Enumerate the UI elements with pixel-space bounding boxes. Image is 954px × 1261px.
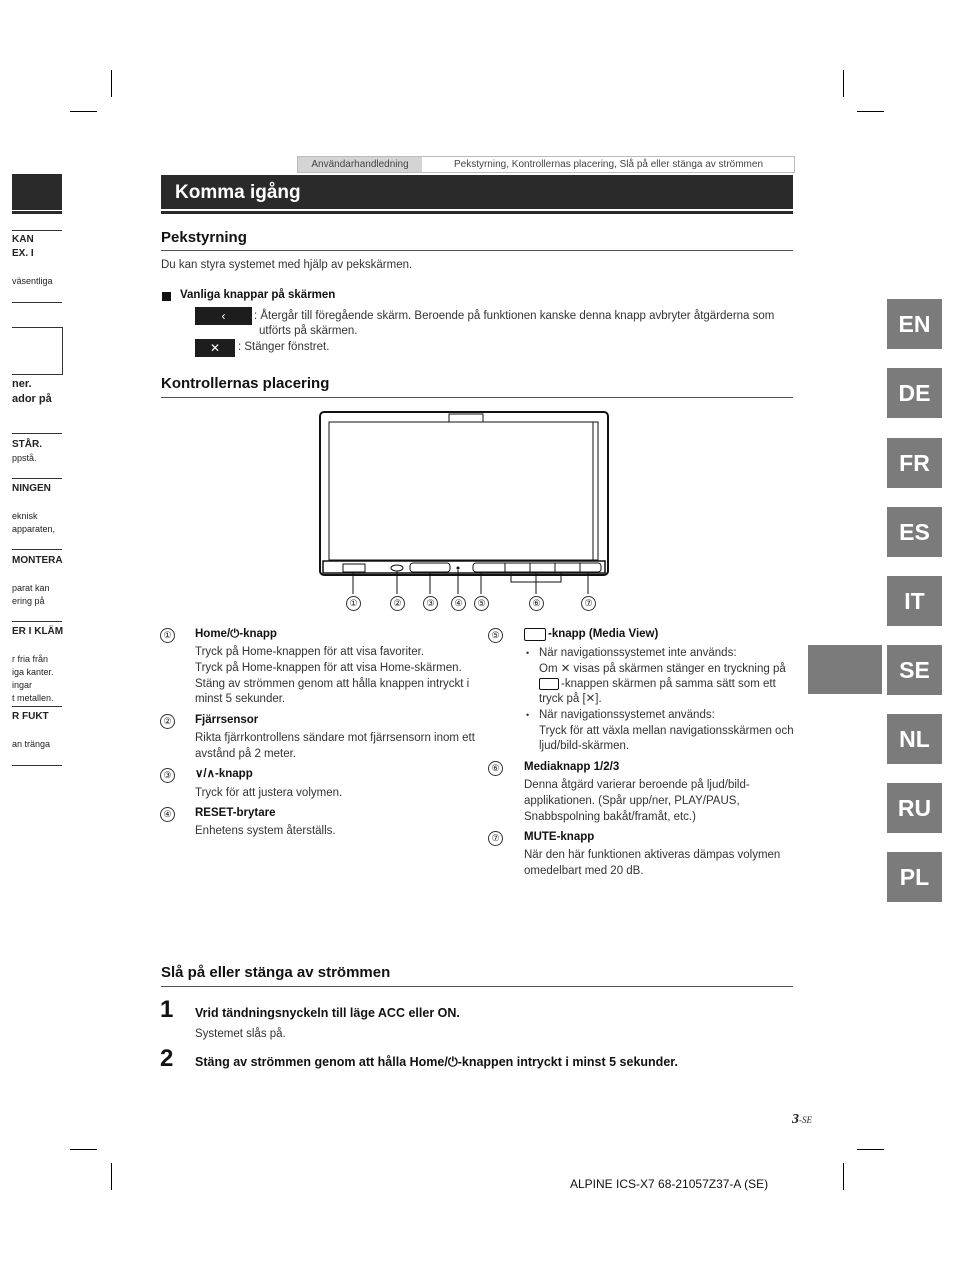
crop-mark xyxy=(857,1149,884,1150)
callout-3: ③ xyxy=(423,596,438,611)
lang-tab-nl[interactable]: NL xyxy=(887,714,942,764)
item-number: ② xyxy=(160,714,175,729)
chapter-title: Komma igång xyxy=(175,182,301,203)
page-number-value: 3 xyxy=(792,1112,799,1127)
section-rule xyxy=(161,986,793,987)
footer-model: ALPINE ICS-X7 68-21057Z37-A (SE) xyxy=(570,1177,769,1191)
item-number: ③ xyxy=(160,768,175,783)
callout-6: ⑥ xyxy=(529,596,544,611)
item-text: Enhetens system återställs. xyxy=(195,825,336,837)
item-title-reset: RESET-brytare xyxy=(195,807,276,819)
item-text: ljud/bild-skärmen. xyxy=(539,740,630,752)
left-fragment: R FUKT xyxy=(12,711,49,722)
close-description: : Stänger fönstret. xyxy=(238,341,330,353)
item-text: omedelbart med 20 dB. xyxy=(524,865,644,877)
item-text: Snabbspolning bakåt/framåt, etc.) xyxy=(524,811,696,823)
lang-tab-it[interactable]: IT xyxy=(887,576,942,626)
crop-mark xyxy=(70,111,97,112)
left-rule xyxy=(12,621,62,622)
lang-tab-es[interactable]: ES xyxy=(887,507,942,557)
section-heading-touch: Pekstyrning xyxy=(161,229,247,246)
left-fragment: ppstå. xyxy=(12,453,37,463)
item-number: ⑦ xyxy=(488,831,503,846)
lang-tab-ru[interactable]: RU xyxy=(887,783,942,833)
item-title-media-buttons: Mediaknapp 1/2/3 xyxy=(524,761,620,773)
left-fragment: MONTERA xyxy=(12,555,63,566)
item-number: ④ xyxy=(160,807,175,822)
left-box xyxy=(12,327,63,375)
breadcrumb-tab-topics: Pekstyrning, Kontrollernas placering, Slå på eller stänga av strömmen xyxy=(453,159,764,170)
item-text: applikationen. (Spår upp/ner, PLAY/PAUS, xyxy=(524,795,740,807)
breadcrumb-tab-manual: Användarhandledning xyxy=(298,157,422,172)
touch-intro: Du kan styra systemet med hjälp av pekskärmen. xyxy=(161,259,413,271)
step-number: 1 xyxy=(160,996,174,1023)
left-fragment: väsentliga xyxy=(12,276,53,286)
left-fragment: iga kanter. xyxy=(12,667,54,677)
item-text: Om ✕ visas på skärmen stänger en tryckning på xyxy=(539,663,786,675)
left-title-line xyxy=(12,211,62,214)
item-text: När den här funktionen aktiveras dämpas volymen xyxy=(524,849,781,861)
left-rule xyxy=(12,765,62,766)
left-rule xyxy=(12,478,62,479)
media-view-icon xyxy=(524,628,546,641)
left-fragment: KAN xyxy=(12,234,34,245)
left-fragment: eknisk xyxy=(12,511,38,521)
section-rule xyxy=(161,397,793,398)
left-fragment: apparaten, xyxy=(12,524,56,534)
item-text: Tryck på Home-knappen för att visa favoriter. xyxy=(195,646,425,658)
item-text: Denna åtgärd varierar beroende på ljud/bild- xyxy=(524,779,750,791)
item-text: Tryck för att justera volymen. xyxy=(195,787,343,799)
media-view-icon xyxy=(539,678,559,690)
item-title-remote-sensor: Fjärrsensor xyxy=(195,714,259,726)
close-button-icon: ✕ xyxy=(195,339,235,357)
callout-4: ④ xyxy=(451,596,466,611)
item-text: tryck på [✕]. xyxy=(539,693,602,705)
item-number: ① xyxy=(160,628,175,643)
item-text: minst 5 sekunder. xyxy=(195,693,286,705)
page-number xyxy=(792,1112,812,1128)
lang-tab-fr[interactable]: FR xyxy=(887,438,942,488)
bullet-dot: • xyxy=(526,648,530,658)
left-fragment: STÅR. xyxy=(12,439,42,450)
left-rule xyxy=(12,433,62,434)
touch-subheading: Vanliga knappar på skärmen xyxy=(180,289,336,301)
section-rule xyxy=(161,250,793,251)
item-text: -knappen skärmen på samma sätt som ett xyxy=(561,678,776,690)
left-rule xyxy=(12,706,62,707)
left-fragment: r fria från xyxy=(12,654,49,664)
left-fragment: ingar xyxy=(12,680,33,690)
item-text: Tryck för att växla mellan navigationsskärmen och xyxy=(539,725,794,737)
left-fragment: an tränga xyxy=(12,739,51,749)
callout-1: ① xyxy=(346,596,361,611)
step-number: 2 xyxy=(160,1045,174,1072)
left-rule xyxy=(12,302,62,303)
crop-mark xyxy=(111,1163,112,1190)
left-fragment: ER I KLÄM xyxy=(12,626,64,637)
lang-tab-en[interactable]: EN xyxy=(887,299,942,349)
active-language-marker xyxy=(808,645,882,694)
left-fragment: NINGEN xyxy=(12,483,51,494)
left-title-bar xyxy=(12,174,62,210)
callout-7: ⑦ xyxy=(581,596,596,611)
left-fragment: t metallen. xyxy=(12,693,54,703)
crop-mark xyxy=(843,1163,844,1190)
step-1-result: Systemet slås på. xyxy=(195,1028,286,1040)
chapter-title-bar xyxy=(161,175,793,209)
device-diagram xyxy=(315,408,615,613)
back-button-icon: ‹ xyxy=(195,307,252,325)
left-rule xyxy=(12,549,62,550)
item-text: Tryck på Home-knappen för att visa Home-skärmen. xyxy=(195,662,462,674)
callout-2: ② xyxy=(390,596,405,611)
chapter-title-underline xyxy=(161,211,793,214)
item-title-mute: MUTE-knapp xyxy=(524,831,595,843)
left-fragment: parat kan xyxy=(12,583,50,593)
item-title-volume: ∨/∧-knapp xyxy=(195,768,253,780)
item-number: ⑥ xyxy=(488,761,503,776)
item-title-media-view: -knapp (Media View) xyxy=(548,628,659,640)
left-fragment: EX. I xyxy=(12,248,34,259)
back-description: : Återgår till föregående skärm. Beroende på funktionen kanske denna knapp avbryter åtgärderna som xyxy=(254,310,775,322)
step-2-text: Stäng av strömmen genom att hålla Home/⏻-knappen intryckt i minst 5 sekunder. xyxy=(195,1055,678,1069)
crop-mark xyxy=(857,111,884,112)
back-description-cont: utförts på skärmen. xyxy=(259,325,358,337)
callout-5: ⑤ xyxy=(474,596,489,611)
lang-tab-pl[interactable]: PL xyxy=(887,852,942,902)
left-fragment: ering på xyxy=(12,596,45,606)
left-fragment: ner. xyxy=(12,378,32,390)
item-text: Rikta fjärrkontrollens sändare mot fjärrsensorn inom ett xyxy=(195,732,475,744)
item-text: avstånd på 2 meter. xyxy=(195,748,297,760)
crop-mark xyxy=(70,1149,97,1150)
section-heading-power: Slå på eller stänga av strömmen xyxy=(161,964,391,981)
left-fragment: ador på xyxy=(12,393,52,405)
left-rule xyxy=(12,230,62,231)
item-text: När navigationssystemet inte används: xyxy=(539,647,737,659)
bullet-dot: • xyxy=(526,710,530,720)
item-text: När navigationssystemet används: xyxy=(539,709,715,721)
bullet-square xyxy=(162,292,171,301)
item-text: Stäng av strömmen genom att hålla knappen intryckt i xyxy=(195,678,470,690)
crop-mark xyxy=(843,70,844,97)
step-1-text: Vrid tändningsnyckeln till läge ACC eller ON. xyxy=(195,1006,460,1020)
breadcrumb xyxy=(297,156,795,173)
page-number-suffix: -SE xyxy=(799,1115,812,1125)
lang-tab-se[interactable]: SE xyxy=(887,645,942,695)
item-number: ⑤ xyxy=(488,628,503,643)
section-heading-controls: Kontrollernas placering xyxy=(161,375,330,392)
lang-tab-de[interactable]: DE xyxy=(887,368,942,418)
crop-mark xyxy=(111,70,112,97)
item-title-home: Home/⏻-knapp xyxy=(195,628,277,640)
